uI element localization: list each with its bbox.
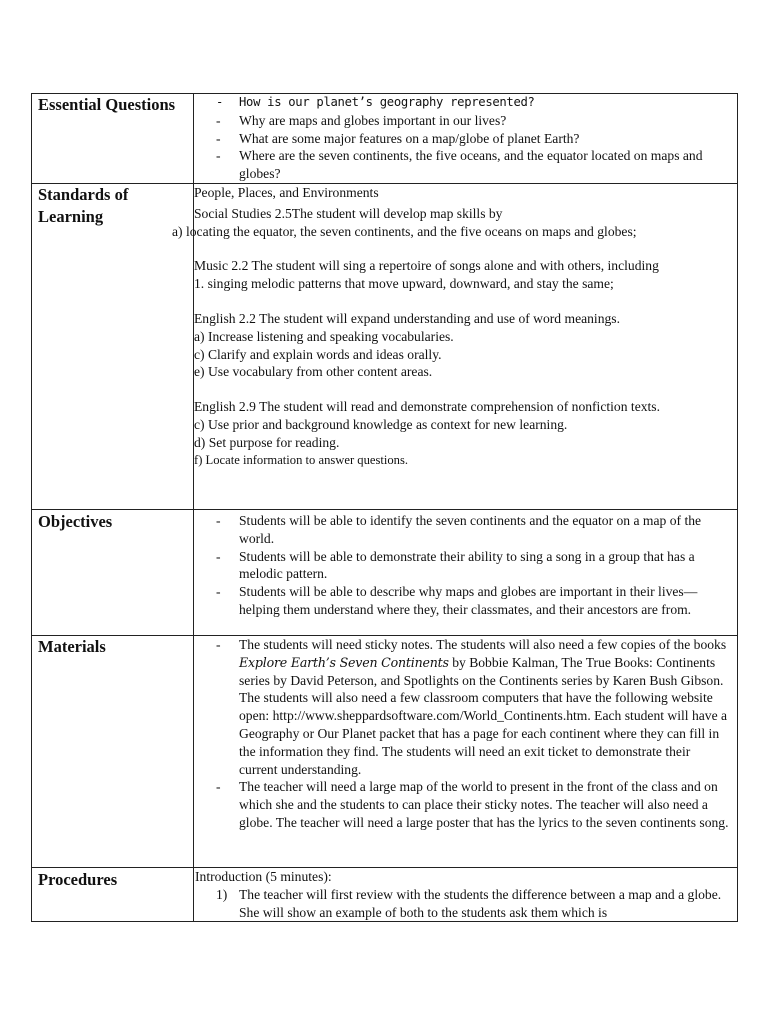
english-2-9-item-d: d) Set purpose for reading. bbox=[194, 434, 340, 450]
english-2-2-item-c: c) Clarify and explain words and ideas orally. bbox=[194, 346, 442, 362]
standards-label-line1: Standards of bbox=[38, 185, 129, 204]
social-studies-item-a: a) locating the equator, the seven continents, and the five oceans on maps and globes; bbox=[172, 223, 637, 239]
standards-intro: People, Places, and Environments bbox=[194, 185, 379, 200]
content-cell bbox=[194, 636, 738, 868]
english-2-2-standard: English 2.2 The student will expand understanding and use of word meanings. bbox=[194, 310, 620, 326]
english-2-2-item-a: a) Increase listening and speaking vocabularies. bbox=[194, 328, 454, 344]
materials-list bbox=[194, 636, 737, 832]
content-cell bbox=[194, 94, 738, 184]
list-item bbox=[194, 636, 731, 778]
english-2-9-item-c: c) Use prior and background knowledge as context for new learning. bbox=[194, 416, 568, 432]
row-objectives bbox=[32, 510, 738, 636]
list-item: - How is our planet’s geography represented? bbox=[194, 94, 731, 112]
content-cell bbox=[194, 510, 738, 636]
music-standard: Music 2.2 The student will sing a repertoire of songs alone and with others, including bbox=[194, 258, 659, 274]
row-procedures bbox=[32, 868, 738, 922]
list-item: - Where are the seven continents, the five oceans, and the equator located on maps and globes? bbox=[194, 147, 731, 183]
essential-questions-list bbox=[194, 94, 737, 183]
english-2-9-item-f: f) Locate information to answer questions. bbox=[194, 452, 409, 467]
list-item bbox=[194, 886, 737, 922]
list-item: - Students will be able to demonstrate their ability to sing a song in a group that has a melodic pattern. bbox=[194, 548, 731, 584]
english-2-9-standard: English 2.9 The student will read and demonstrate comprehension of nonfiction texts. bbox=[194, 399, 660, 415]
materials-label: Materials bbox=[38, 637, 106, 656]
essential-questions-label: Essential Questions bbox=[38, 95, 176, 114]
step-number: 1) bbox=[216, 886, 228, 902]
step-text: The teacher will first review with the students the difference between a map and a globe. She will show an example of both to the students ask them which is bbox=[239, 886, 722, 920]
label-cell bbox=[32, 510, 194, 636]
row-materials bbox=[32, 636, 738, 868]
standards-label bbox=[32, 184, 193, 228]
procedures-label: Procedures bbox=[38, 870, 118, 889]
english-2-2-item-e: e) Use vocabulary from other content areas. bbox=[194, 364, 433, 380]
list-item: - The teacher will need a large map of the world to present in the front of the class and on which she and the students to can place their sticky notes. The teacher will also need a globe. The teacher will need a large poster that has the lyrics to the seven continents song. bbox=[194, 778, 731, 831]
list-item: - Students will be able to identify the seven continents and the equator on a map of the world. bbox=[194, 512, 731, 548]
lesson-plan-table bbox=[31, 93, 738, 922]
content-cell bbox=[194, 868, 738, 922]
social-studies-standard: Social Studies 2.5The student will develop map skills by bbox=[194, 205, 503, 221]
standards-label-line2: Learning bbox=[38, 207, 104, 226]
label-cell bbox=[32, 184, 194, 510]
row-standards bbox=[32, 184, 738, 510]
list-item: - What are some major features on a map/globe of planet Earth? bbox=[194, 130, 731, 148]
label-cell bbox=[32, 636, 194, 868]
procedures-list bbox=[194, 886, 737, 922]
objectives-label: Objectives bbox=[38, 512, 113, 531]
list-item: - Students will be able to describe why maps and globes are important in their lives—helping them understand where they, their classmates, and their ancestors are from. bbox=[194, 583, 731, 619]
list-item: - Why are maps and globes important in our lives? bbox=[194, 112, 731, 130]
objectives-list bbox=[194, 510, 737, 619]
music-item-1: 1. singing melodic patterns that move upward, downward, and stay the same; bbox=[194, 276, 614, 292]
content-cell bbox=[172, 184, 738, 510]
materials-text: by Bobbie Kalman, The True Books: Continents series by David Peterson, and Spotlights on the Continents series by Karen Bush Gibson. The students will also need a few classroom computers that have the following website open: http://www.sheppardsoftware.com/World_Continents.htm. Each student will have a Geography or Our Planet packet that has a page for each continent where they can fill in the information they find. The students will need an exit ticket to demonstrate their current understanding. bbox=[239, 654, 728, 777]
book-title: Explore Earth’s Seven Continents bbox=[239, 654, 449, 670]
label-cell bbox=[32, 94, 194, 184]
procedures-intro: Introduction (5 minutes): bbox=[195, 869, 332, 884]
label-cell bbox=[32, 868, 194, 922]
materials-text: The students will need sticky notes. The students will also need a few copies of the books bbox=[239, 637, 727, 652]
row-essential-questions bbox=[32, 94, 738, 184]
